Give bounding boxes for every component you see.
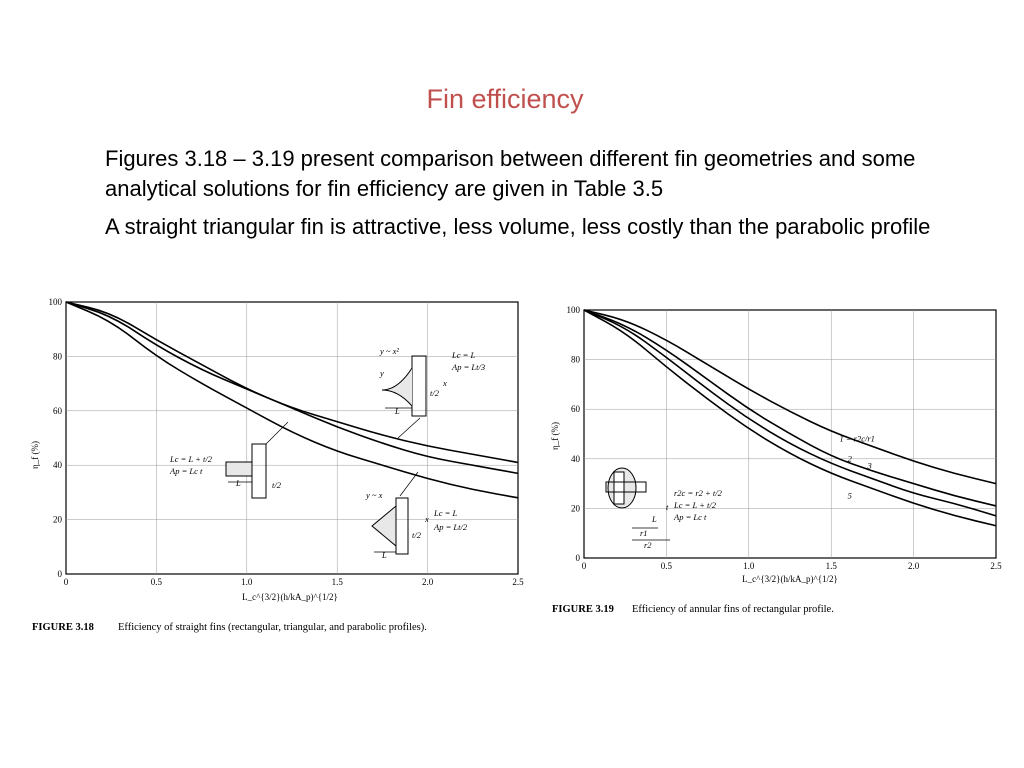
fig319-series-label-3: 3 xyxy=(867,460,872,471)
rect-lc-label: Lc = L + t/2 xyxy=(170,454,213,464)
fig319-series-label-5: 5 xyxy=(847,490,852,501)
fig319-xtick-label: 0.5 xyxy=(660,561,673,571)
fig319-ytick-label: 100 xyxy=(566,305,580,315)
fig319-ytick-label: 20 xyxy=(571,503,580,514)
annular-r2c-label: r2c = r2 + t/2 xyxy=(674,488,722,498)
rectangular-fin-diagram xyxy=(169,422,288,498)
parabolic-lc-label: Lc = L xyxy=(452,350,476,360)
fig318-xlabel: L_c^{3/2}(h/kA_p)^{1/2} xyxy=(242,592,338,602)
figure-3-19 xyxy=(540,296,1010,626)
fig319-ytick-label: 80 xyxy=(571,354,580,365)
fig318-xtick-label: 1.0 xyxy=(241,577,253,587)
fig318-ylabel: η_f (%) xyxy=(30,441,40,469)
fig319-ytick-label: 60 xyxy=(571,404,580,415)
annular-r1-label: r1 xyxy=(640,528,648,538)
annular-lc-label: Lc = L + t/2 xyxy=(674,500,717,510)
fig318-ytick-label: 0 xyxy=(57,569,62,579)
fig318-ytick-label: 100 xyxy=(48,297,62,307)
fig319-series-label-2: 2 xyxy=(847,453,852,464)
parabolic-ap-label: Ap = Lt/3 xyxy=(452,362,486,372)
fig319-series-1-r2c-r1 xyxy=(584,310,996,484)
fig319-xtick-label: 1.5 xyxy=(825,561,837,571)
bullet-1: Figures 3.18 – 3.19 present comparison between different fin geometries and some analytical solutions for fin efficiency are given in Table 3.5 xyxy=(105,146,916,201)
tri-x-label: x xyxy=(425,514,429,524)
rect-L-label: L xyxy=(236,478,241,488)
fig318-caption: Efficiency of straight fins (rectangular, triangular, and parabolic profiles). xyxy=(118,622,427,633)
fig318-xtick-label: 1.5 xyxy=(331,577,343,587)
bullet-2: A straight triangular fin is attractive, less volume, less costly than the parabolic profile xyxy=(105,214,931,239)
tri-eq-label: y ~ x xyxy=(366,490,383,500)
fig319-series-label-1-r2c-r1: 1 = r2c/r1 xyxy=(839,433,875,444)
fig318-xtick-label: 0 xyxy=(63,577,69,587)
fig318-frame xyxy=(66,302,518,574)
parabolic-eq-label: y ~ x² xyxy=(380,346,399,356)
slide-title: Fin efficiency xyxy=(426,84,584,114)
fig319-xlabel: L_c^{3/2}(h/kA_p)^{1/2} xyxy=(742,574,838,584)
fig318-series-triangular xyxy=(66,302,518,473)
rect-ap-label: Ap = Lc t xyxy=(170,466,203,476)
fig318-ytick-label: 20 xyxy=(53,514,62,525)
fig318-xtick-label: 2.0 xyxy=(421,577,434,587)
annular-ap-label: Ap = Lc t xyxy=(674,512,707,522)
annular-r2-label: r2 xyxy=(644,540,652,550)
tri-t2-label: t/2 xyxy=(412,530,421,540)
fig319-xtick-label: 1.0 xyxy=(743,561,755,571)
fig319-caption: Efficiency of annular fins of rectangular profile. xyxy=(632,604,834,615)
fig319-xtick-label: 2.0 xyxy=(907,561,920,571)
fig318-caption-label: FIGURE 3.18 xyxy=(32,622,94,633)
fig319-ytick-label: 0 xyxy=(575,553,580,563)
annular-t-label: t xyxy=(666,502,669,512)
annular-fin-diagram xyxy=(606,468,723,550)
tri-ap-label: Ap = Lt/2 xyxy=(434,522,468,532)
fig319-series-2 xyxy=(584,310,996,506)
fig318-xtick-label: 0.5 xyxy=(150,577,163,587)
rect-t2-label: t/2 xyxy=(272,480,281,490)
fig318-ytick-label: 40 xyxy=(53,460,62,471)
parabolic-fin-diagram xyxy=(379,346,485,438)
fig319-ytick-label: 40 xyxy=(571,453,580,464)
fig318-xtick-label: 2.5 xyxy=(512,577,524,587)
tri-lc-label: Lc = L xyxy=(434,508,458,518)
fig319-xtick-label: 2.5 xyxy=(990,561,1002,571)
annular-L-label: L xyxy=(652,514,657,524)
tri-L-label: L xyxy=(382,550,387,560)
fig318-ytick-label: 60 xyxy=(53,405,62,416)
fig319-xtick-label: 0 xyxy=(581,561,587,571)
parabolic-x-label: x xyxy=(443,378,447,388)
parabolic-L-label: L xyxy=(395,406,400,416)
fig319-caption-label: FIGURE 3.19 xyxy=(552,604,614,615)
fig319-ylabel: η_f (%) xyxy=(550,422,560,450)
parabolic-y-label: y xyxy=(380,368,384,378)
fig318-ytick-label: 80 xyxy=(53,351,62,362)
fig318-series-rectangular xyxy=(66,302,518,462)
parabolic-t2-label: t/2 xyxy=(430,388,439,398)
figure-3-18 xyxy=(20,290,540,650)
